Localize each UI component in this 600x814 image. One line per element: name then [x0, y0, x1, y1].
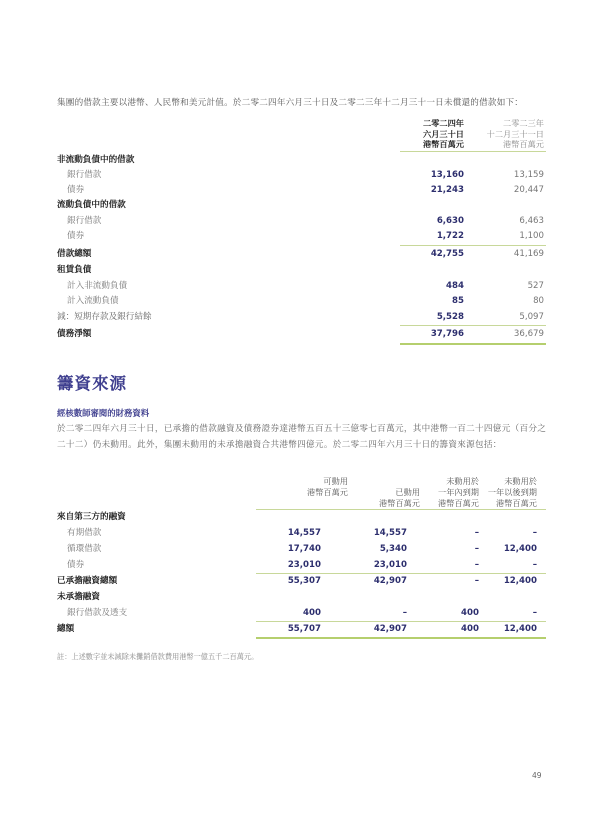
table-row: 借款總額 42,755 41,169 — [57, 249, 544, 259]
table1-header-previous: 二零二三年 十二月三十一日 港幣百萬元 — [486, 118, 544, 149]
table-row: 減：短期存款及銀行結餘 5,528 5,097 — [57, 312, 544, 322]
table-row: 未承擔融資 — [57, 592, 100, 602]
table-row: 有期借款 14,557 14,557 – – — [67, 528, 537, 538]
table-row: 已承擔融資總額 55,307 42,907 – 12,400 — [57, 576, 537, 586]
table-row: 計入流動負債 85 80 — [67, 296, 544, 306]
table2-header-undrawn-after-year: 未動用於 一年以後到期 港幣百萬元 — [487, 476, 537, 508]
table-row: 銀行借款 13,160 13,159 — [67, 170, 544, 180]
table1-header-current: 二零二四年 六月三十日 港幣百萬元 — [423, 118, 464, 149]
section-paragraph: 於二零二四年六月三十日，已承擔的借款融資及債務證券達港幣五百五十三億零七百萬元，其中港幣一百二十四億元（百分之二十二）仍未動用。此外，集團未動用的未承擔融資合共港幣四億元。於二零二四年六月三十日的籌資來源包括： — [57, 424, 547, 450]
table-row: 來自第三方的融資 — [57, 512, 126, 522]
table-row: 非流動負債中的借款 — [57, 155, 135, 165]
table-row: 流動負債中的借款 — [57, 200, 126, 210]
table-row: 債務淨額 37,796 36,679 — [57, 329, 544, 339]
total-rule — [400, 343, 546, 345]
table2-header-drawn: 已動用 港幣百萬元 — [379, 486, 420, 508]
table-row: 計入非流動負債 484 527 — [67, 281, 544, 291]
table-row: 循環借款 17,740 5,340 – 12,400 — [67, 544, 537, 554]
table-row: 債券 21,243 20,447 — [67, 185, 544, 195]
table2-header-available: 可動用 港幣百萬元 — [307, 476, 348, 497]
table-row: 銀行借款及透支 400 – 400 – — [67, 608, 537, 618]
total-rule — [256, 637, 546, 639]
table-row: 銀行借款 6,630 6,463 — [67, 216, 544, 226]
table2-header-undrawn-within-year: 未動用於 一年內到期 港幣百萬元 — [438, 476, 479, 508]
section-title: 籌資來源 — [57, 374, 127, 393]
table-row: 租賃負債 — [57, 265, 92, 275]
table-row: 總額 55,707 42,907 400 12,400 — [57, 624, 537, 634]
table-row: 債券 23,010 23,010 – – — [67, 560, 537, 570]
section-subtitle: 經核數師審閱的財務資料 — [57, 408, 150, 418]
footnote: 註：上述數字並未減除未攤銷借款費用港幣一億五千二百萬元。 — [57, 652, 259, 661]
page-number: 49 — [532, 771, 542, 780]
intro-text: 集團的借款主要以港幣、人民幣和美元計值。於二零二四年六月三十日及二零二三年十二月三十一日未償還的借款如下： — [57, 98, 524, 108]
table-row: 債券 1,722 1,100 — [67, 231, 544, 241]
